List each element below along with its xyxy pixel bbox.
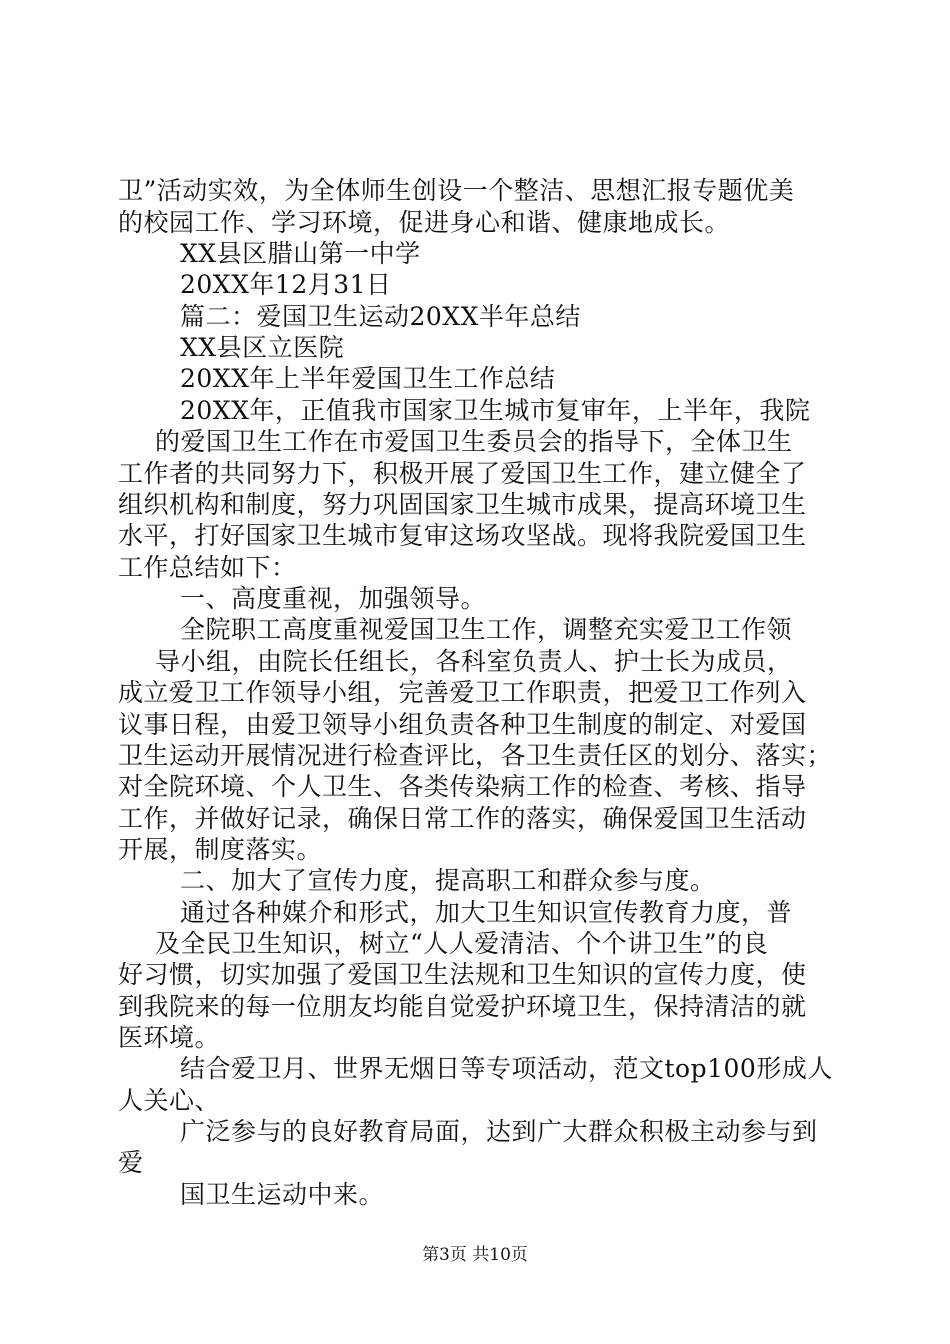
text-line-15: 全院职工高度重视爱国卫生工作，调整充实爱卫工作领 <box>180 615 793 644</box>
text-line-27: 到我院来的每一位朋友均能自觉爱护环境卫生，保持清洁的就 <box>118 992 807 1021</box>
text-line-20: 对全院环境、个人卫生、各类传染病工作的检查、考核、指导 <box>118 772 807 801</box>
text-line-30: 人关心、 <box>118 1086 221 1115</box>
text-line-31: 广泛参与的良好教育局面，达到广大群众积极主动参与到 <box>180 1117 818 1146</box>
text-line-29: 结合爱卫月、世界无烟日等专项活动，范文top100形成人 <box>180 1054 833 1083</box>
text-line-22: 开展，制度落实。 <box>118 835 323 864</box>
text-line-33: 国卫生运动中来。 <box>180 1180 385 1209</box>
text-line-4: 20XX年12月31日 <box>180 270 392 299</box>
text-line-14: 一、高度重视，加强领导。 <box>180 584 487 613</box>
text-line-9: 的爱国卫生工作在市爱国卫生委员会的指导下，全体卫生 <box>155 427 793 456</box>
page-footer: 第3页 共10页 <box>422 1245 528 1265</box>
text-line-32: 爱 <box>118 1148 144 1177</box>
text-line-17: 成立爱卫工作领导小组，完善爱卫工作职责，把爱卫工作列入 <box>118 678 807 707</box>
text-line-2: 的校园工作、学习环境，促进身心和谐、健康地成长。 <box>118 208 731 237</box>
text-line-13: 工作总结如下： <box>118 553 297 582</box>
text-line-3: XX县区腊山第一中学 <box>180 239 421 268</box>
text-line-24: 通过各种媒介和形式，加大卫生知识宣传教育力度，普 <box>180 898 793 927</box>
text-line-23: 二、加大了宣传力度，提高职工和群众参与度。 <box>180 866 716 895</box>
text-line-6: XX县区立医院 <box>180 333 345 362</box>
text-line-16: 导小组，由院长任组长，各科室负责人、护士长为成员， <box>155 647 793 676</box>
text-line-7: 20XX年上半年爱国卫生工作总结 <box>180 364 556 393</box>
text-line-18: 议事日程，由爱卫领导小组负责各种卫生制度的制定、对爱国 <box>118 710 807 739</box>
text-line-19: 卫生运动开展情况进行检查评比，各卫生责任区的划分、落实； <box>118 741 833 770</box>
text-line-21: 工作，并做好记录，确保日常工作的落实，确保爱国卫生活动 <box>118 804 807 833</box>
text-line-12: 水平，打好国家卫生城市复审这场攻坚战。现将我院爱国卫生 <box>118 521 807 550</box>
text-line-8: 20XX年，正值我市国家卫生城市复审年，上半年，我院 <box>180 396 811 425</box>
text-line-25: 及全民卫生知识，树立“人人爱清洁、个个讲卫生”的良 <box>155 929 769 958</box>
text-line-10: 工作者的共同努力下，积极开展了爱国卫生工作，建立健全了 <box>118 459 807 488</box>
text-line-1: 卫”活动实效，为全体师生创设一个整洁、思想汇报专题优美 <box>118 176 795 205</box>
text-line-11: 组织机构和制度，努力巩固国家卫生城市成果，提高环境卫生 <box>118 490 807 519</box>
text-line-26: 好习惯，切实加强了爱国卫生法规和卫生知识的宣传力度，使 <box>118 960 807 989</box>
text-line-5: 篇二：爱国卫生运动20XX半年总结 <box>180 302 581 331</box>
text-line-28: 医环境。 <box>118 1023 221 1052</box>
